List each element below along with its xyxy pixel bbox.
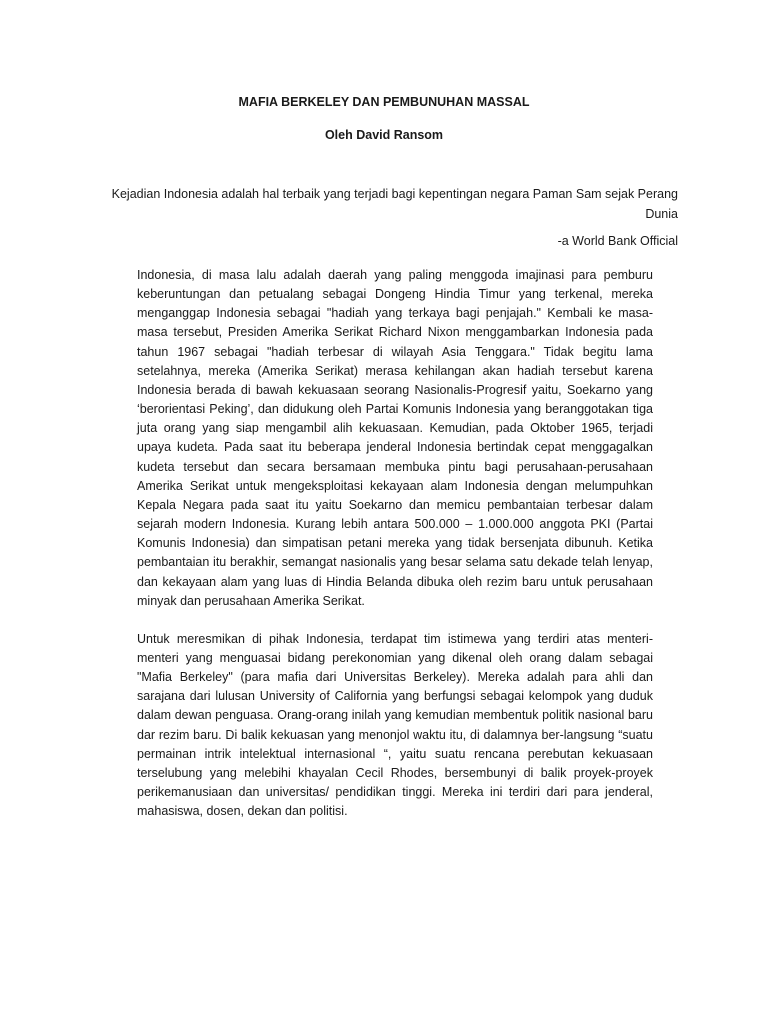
document-author: Oleh David Ransom [324,128,444,142]
epigraph-quote: Kejadian Indonesia adalah hal terbaik yang terjadi bagi kepentingan negara Paman Sam sejak Perang Dunia [111,187,678,221]
body-paragraph-2: Untuk meresmikan di pihak Indonesia, terdapat tim istimewa yang terdiri atas menteri-menteri yang menguasai bidang perekonomian yang dikenal oleh orang dalam sebagai "Mafia Berkeley" (para mafia dari Universitas Berkeley). Mereka adalah para ahli dan sarajana dari lulusan University of California yang berfungsi sebagai kelompok yang duduk dalam dewan penguasa. Orang-orang inilah yang kemudian membentuk politik nasional baru dar rezim baru. Di balik kekuasan yang menonjol waktu itu, di dalamnya ber-langsung “suatu permainan intrik intelektual internasional “, yaitu suatu rencana perebutan kekuasaan terselubung yang melebihi khayalan Cecil Rhodes, bersembunyi di balik proyek-proyek perikemanusiaan dan universitas/ pendidikan tinggi. Mereka ini terdiri dari para jenderal, mahasiswa, dosen, dekan dan politisi. [137,631,653,819]
document-title: MAFIA BERKELEY DAN PEMBUNUHAN MASSAL [238,95,530,109]
body-paragraph-1: Indonesia, di masa lalu adalah daerah yang paling menggoda imajinasi para pemburu keberuntungan dan petualang sebagai Dongeng Hindia Timur yang terkenal, mereka menganggap Indonesia sebagai "hadiah yang terkaya bagi penjajah." Kembali ke masa-masa tersebut, Presiden Amerika Serikat Richard Nixon menggambarkan Indonesia pada tahun 1967 sebagai "hadiah terbesar di wilayah Asia Tenggara." Tidak begitu lama setelahnya, mereka (Amerika Serikat) merasa kehilangan akan hadiah tersebut karena Indonesia berada di bawah kekuasaan seorang Nasionalis-Progresif yaitu, Soekarno yang ‘berorientasi Peking’, dan didukung oleh Partai Komunis Indonesia yang beranggotakan tiga juta orang yang siap mengambil alih kekuasaan. Kemudian, pada Oktober 1965, terjadi upaya kudeta. Pada saat itu beberapa jenderal Indonesia bertindak cepat menggagalkan kudeta tersebut dan secara bersamaan membuka pintu bagi perusahaan-perusahaan Amerika Serikat untuk mengeksploitasi kekayaan alam Indonesia dengan melumpuhkan Kepala Negara pada saat itu yaitu Soekarno dan memicu pembantaian terbesar dalam sejarah modern Indonesia. Kurang lebih antara 500.000 – 1.000.000 anggota PKI (Partai Komunis Indonesia) dan simpatisan petani mereka yang tidak bersenjata dibunuh. Ketika pembantaian itu berakhir, semangat nasionalis yang besar selama satu dekade telah lenyap, dan kekayaan alam yang luas di Hindia Belanda dibuka oleh rezim baru untuk perusahaan minyak dan perusahaan Amerika Serikat. [137,268,653,608]
epigraph-attribution: -a World Bank Official [557,234,678,248]
document-body [137,266,653,821]
